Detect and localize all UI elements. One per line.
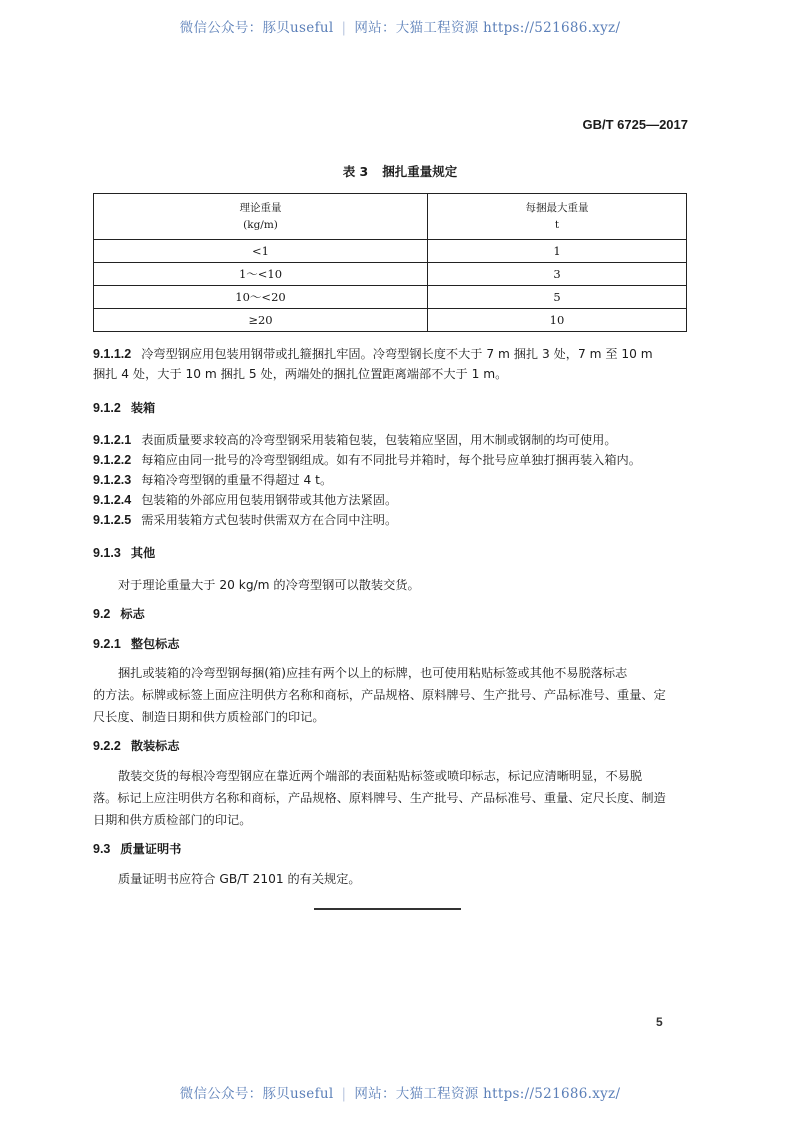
table-caption bbox=[0, 162, 800, 180]
clause-9-2-2-line2: 落。标记上应注明供方名称和商标，产品规格、原料牌号、生产批号、产品标准号、重量、定尺长度、制造 bbox=[93, 791, 666, 805]
table-header-row bbox=[94, 194, 687, 240]
table-title: 捆扎重量规定 bbox=[382, 164, 458, 179]
clause-9-2-1-line3: 尺长度、制造日期和供方质检部门的印记。 bbox=[93, 710, 325, 724]
table-row bbox=[94, 240, 687, 263]
watermark-wechat: 微信公众号：豚贝useful bbox=[179, 20, 334, 36]
watermark-separator: | bbox=[341, 20, 347, 36]
heading-9-2-1: 9.2.1 整包标志 bbox=[93, 637, 180, 651]
clause-9-1-2-3: 9.1.2.3 每箱冷弯型钢的重量不得超过 4 t。 bbox=[93, 473, 333, 487]
column-header-theoretical-weight: 理论重量 (kg/m) bbox=[94, 194, 428, 240]
watermark-website: 网站：大猫工程资源 https://521686.xyz/ bbox=[354, 1086, 621, 1102]
table-cell: 5 bbox=[428, 286, 687, 309]
watermark-website: 网站：大猫工程资源 https://521686.xyz/ bbox=[354, 20, 621, 36]
end-of-document-rule bbox=[314, 908, 461, 910]
watermark-separator: | bbox=[341, 1086, 347, 1102]
clause-9-1-2-4: 9.1.2.4 包装箱的外部应用包装用钢带或其他方法紧固。 bbox=[93, 493, 398, 507]
clause-9-1-2-5: 9.1.2.5 需采用装箱方式包装时供需双方在合同中注明。 bbox=[93, 513, 398, 527]
clause-9-1-1-2-cont: 捆扎 4 处，大于 10 m 捆扎 5 处，两端处的捆扎位置距离端部不大于 1 m。 bbox=[93, 367, 508, 381]
heading-9-3: 9.3 质量证明书 bbox=[93, 842, 182, 856]
clause-9-2-2-line3: 日期和供方质检部门的印记。 bbox=[93, 813, 252, 827]
table-cell: <1 bbox=[94, 240, 428, 263]
standard-code: GB/T 6725—2017 bbox=[582, 117, 688, 132]
table-cell: 3 bbox=[428, 263, 687, 286]
table-cell: 10～<20 bbox=[94, 286, 428, 309]
heading-9-1-2: 9.1.2 装箱 bbox=[93, 401, 156, 415]
table-cell: 1 bbox=[428, 240, 687, 263]
watermark-wechat: 微信公众号：豚贝useful bbox=[179, 1086, 334, 1102]
table-number: 表 3 bbox=[342, 164, 369, 179]
clause-9-3-text: 质量证明书应符合 GB/T 2101 的有关规定。 bbox=[118, 872, 361, 886]
column-header-max-bundle-weight: 每捆最大重量 t bbox=[428, 194, 687, 240]
page-number: 5 bbox=[656, 1015, 663, 1029]
clause-9-1-2-2: 9.1.2.2 每箱应由同一批号的冷弯型钢组成。如有不同批号并箱时，每个批号应单独打捆再装入箱内。 bbox=[93, 453, 641, 467]
clause-9-2-2-line1: 散装交货的每根冷弯型钢应在靠近两个端部的表面粘贴标签或喷印标志，标记应清晰明显，不易脱 bbox=[118, 769, 643, 783]
heading-9-2-2: 9.2.2 散装标志 bbox=[93, 739, 180, 753]
table-cell: ≥20 bbox=[94, 309, 428, 332]
clause-9-1-3-text: 对于理论重量大于 20 kg/m 的冷弯型钢可以散装交货。 bbox=[118, 578, 420, 592]
watermark-bottom bbox=[0, 1082, 800, 1102]
heading-9-2: 9.2 标志 bbox=[93, 607, 145, 621]
table-row bbox=[94, 263, 687, 286]
clause-9-1-2-1: 9.1.2.1 表面质量要求较高的冷弯型钢采用装箱包装，包装箱应坚固，用木制或钢制的均可使用。 bbox=[93, 433, 617, 447]
watermark-top bbox=[0, 16, 800, 36]
table-cell: 10 bbox=[428, 309, 687, 332]
clause-9-2-1-line1: 捆扎或装箱的冷弯型钢每捆(箱)应挂有两个以上的标牌，也可使用粘贴标签或其他不易脱落标志 bbox=[118, 666, 628, 680]
clause-9-1-1-2: 9.1.1.2 冷弯型钢应用包装用钢带或扎箍捆扎牢固。冷弯型钢长度不大于 7 m 捆扎 3 处，7 m 至 10 m bbox=[93, 347, 653, 361]
clause-9-2-1-line2: 的方法。标牌或标签上面应注明供方名称和商标，产品规格、原料牌号、生产批号、产品标准号、重量、定 bbox=[93, 688, 666, 702]
table-cell: 1～<10 bbox=[94, 263, 428, 286]
bundle-weight-table bbox=[93, 193, 687, 332]
heading-9-1-3: 9.1.3 其他 bbox=[93, 546, 156, 560]
table-row bbox=[94, 309, 687, 332]
table-row bbox=[94, 286, 687, 309]
